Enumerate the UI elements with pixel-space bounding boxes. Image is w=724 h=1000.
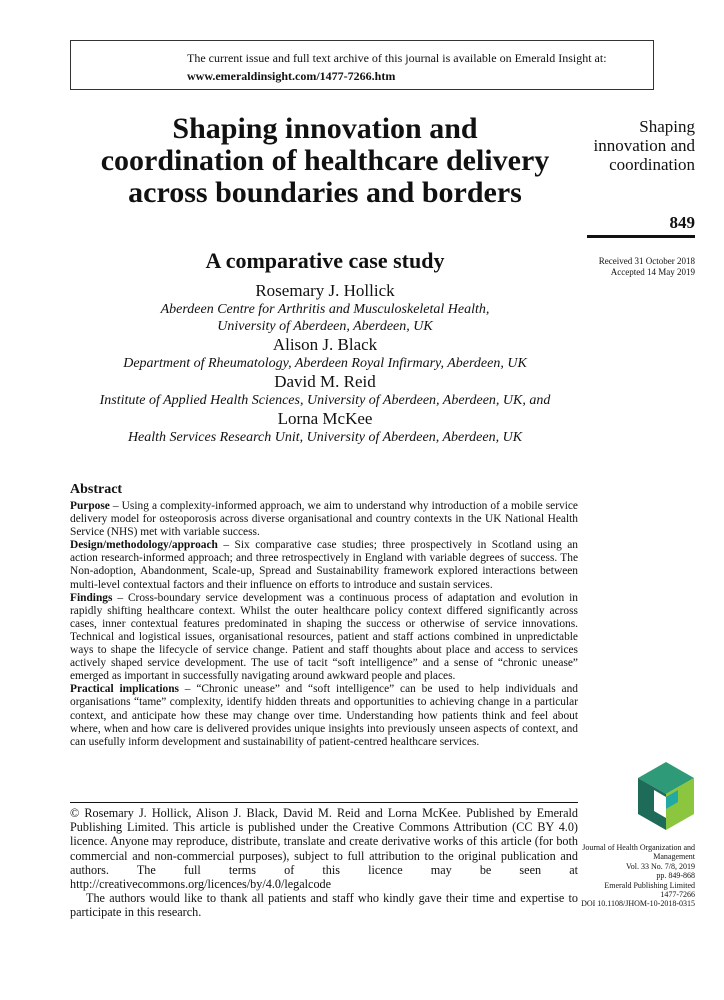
archive-notice-box [70,40,654,90]
footer-notes [70,806,578,920]
section-label: Purpose [70,500,110,512]
section-text: – Six comparative case studies; three prospectively in Scotland using an action research-informed approach; and three retrospectively in England with variable degrees of success. The Non-adoption, Abandonment, Scale-up, Spread and Sustainability framework explored interactions between multi-level contextual factors and their influence on efforts to introduce and sustain services. [70,539,578,591]
abstract-section-findings [70,592,578,684]
journal-info-line: Management [653,852,695,862]
author-block [70,281,580,446]
author-name: Rosemary J. Hollick [255,281,395,300]
abstract-section-purpose [70,500,578,539]
section-label: Practical implications [70,683,179,696]
acknowledgement-text: The authors would like to thank all patients and staff who kindly gave their time and expertise to participate in this research. [70,891,578,920]
article-title: Shaping innovation and coordination of healthcare delivery across boundaries and borders [100,112,550,209]
abstract-body [70,500,578,749]
dates-block [570,256,695,278]
author-affiliation: University of Aberdeen, Aberdeen, UK [217,319,433,334]
author-affiliation: Institute of Applied Health Sciences, University of Aberdeen, Aberdeen, UK, and [99,393,551,408]
running-head-rule [587,235,695,238]
footer-rule [70,802,578,803]
journal-info-line: DOI 10.1108/JHOM-10-2018-0315 [581,899,695,909]
received-date: Received 31 October 2018 [598,256,695,266]
journal-info [570,843,695,909]
emerald-logo-icon [636,762,696,832]
author-name: David M. Reid [274,372,376,391]
author-affiliation: Health Services Research Unit, University of Aberdeen, Aberdeen, UK [127,430,523,445]
author-name: Alison J. Black [272,335,378,354]
running-head-line: Shaping [639,117,695,136]
section-label: Design/methodology/approach [70,539,218,552]
author-affiliation: Department of Rheumatology, Aberdeen Royal Infirmary, Aberdeen, UK [123,356,527,371]
running-head-line: innovation and [593,136,695,155]
journal-info-line: 1477-7266 [660,890,695,900]
archive-url-link[interactable]: www.emeraldinsight.com/1477-7266.htm [187,69,396,83]
author-name: Lorna McKee [277,409,373,428]
archive-notice-text: The current issue and full text archive of this journal is available on Emerald Insight at: [187,51,607,65]
license-text: © Rosemary J. Hollick, Alison J. Black, David M. Reid and Lorna McKee. Published by Emerald Publishing Limited. This article is published under the Creative Commons Attribution (CC BY 4.0) licence. Anyone may reproduce, distribute, translate and create derivative works of this article (for both commercial and non-commercial purposes), subject to full attribution to the original publication and authors. The full terms of this licence may be seen at http://creativecommons.org/licences/by/4.0/legalcode [70,806,578,892]
section-text: – Using a complexity-informed approach, we aim to understand why introduction of a mobile service delivery model for osteoporosis across diverse organisational and country contexts in the UK National Health Service (NHS) met with variable success. [70,500,578,539]
running-head [570,117,695,174]
journal-info-line: Emerald Publishing Limited [604,880,695,890]
journal-info-line: pp. 849-868 [656,871,695,881]
page-number: 849 [669,213,695,232]
abstract-section-implications [70,683,578,748]
author-affiliation: Aberdeen Centre for Arthritis and Musculoskeletal Health, [160,302,490,317]
abstract-heading: Abstract [70,482,123,497]
journal-info-line: Vol. 33 No. 7/8, 2019 [626,861,695,871]
running-head-line: coordination [609,155,695,174]
section-label: Findings [70,591,113,604]
article-subtitle: A comparative case study [205,248,445,273]
journal-info-line: Journal of Health Organization and [582,843,695,852]
section-text: – Cross-boundary service development was a continuous process of adaptation and evolution in rapidly shifting healthcare context. Whilst the outer healthcare policy context differed significantly across cases, inner contextual features predominated in shaping the success or otherwise of service innovations. Technical and logistical issues, organisational resources, patient and staff actions combined in unpredictable ways to shape the lifecycle of service change. Patient and staff thoughts about place and access to services actively shaped service development. The use of tacit “soft intelligence” and a sense of “chronic unease” emerged as important in successfully navigating around awkward people and places. [70,591,578,683]
abstract-section-design [70,539,578,591]
accepted-date: Accepted 14 May 2019 [610,267,695,277]
section-text: – “Chronic unease” and “soft intelligence” can be used to help individuals and organisations “tame” complexity, identify hidden threats and opportunities to achieving change in a particular context, and anticipate how these may change over time. Understanding how patients think and feel about where, when and how care is delivered provides unique insights into previously unseen aspects of context, and can usefully inform development and sustainability of patient-centred healthcare services. [70,683,578,748]
